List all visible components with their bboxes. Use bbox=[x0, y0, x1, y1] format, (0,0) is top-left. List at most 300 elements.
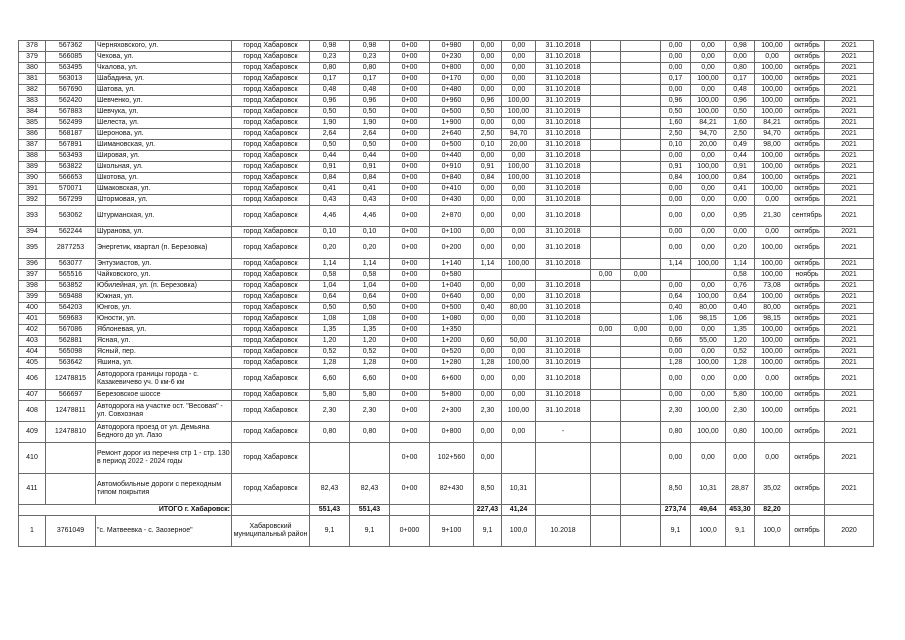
cell-year: 2021 bbox=[825, 85, 874, 96]
cell-deadline: 31.10.2018 bbox=[536, 238, 591, 259]
cell-plan-length bbox=[591, 227, 621, 238]
cell-km-end: 6+600 bbox=[430, 369, 474, 390]
cell-total-pct: 100,00 bbox=[755, 270, 790, 281]
cell-plan-length: 0,00 bbox=[591, 325, 621, 336]
cell-plan-pct bbox=[621, 443, 661, 474]
cell-km-end: 0+170 bbox=[430, 74, 474, 85]
cell-deadline: - bbox=[536, 422, 591, 443]
cell-row-number: 411 bbox=[19, 474, 46, 505]
cell-row-number: 407 bbox=[19, 390, 46, 401]
cell-row-number: 378 bbox=[19, 41, 46, 52]
cell-plan-length bbox=[591, 129, 621, 140]
cell-fact-length: 0,00 bbox=[661, 52, 691, 63]
cell-locality: город Хабаровск bbox=[232, 140, 310, 151]
cell-km-end: 0+440 bbox=[430, 151, 474, 162]
cell-locality: город Хабаровск bbox=[232, 162, 310, 173]
cell-repaired-pct: 100,00 bbox=[502, 96, 536, 107]
cell-plan-length bbox=[591, 63, 621, 74]
cell-length: 0,64 bbox=[310, 292, 350, 303]
cell-row-number: 404 bbox=[19, 347, 46, 358]
cell-plan-pct bbox=[621, 184, 661, 195]
cell-plan-pct bbox=[621, 140, 661, 151]
cell-road-id: 563493 bbox=[46, 151, 96, 162]
cell-month: октябрь bbox=[790, 401, 825, 422]
cell-year: 2021 bbox=[825, 173, 874, 184]
cell-year: 2021 bbox=[825, 227, 874, 238]
table-row bbox=[19, 184, 874, 195]
cell-road-name: Автомобильные дороги с переходным типом покрытия bbox=[96, 474, 232, 505]
cell-deadline: 31.10.2018 bbox=[536, 292, 591, 303]
cell-road-name: Яблоневая, ул. bbox=[96, 325, 232, 336]
cell-length: 0,50 bbox=[310, 303, 350, 314]
cell-deadline: 31.10.2018 bbox=[536, 195, 591, 206]
cell-fact-pct: 0,00 bbox=[691, 369, 726, 390]
cell-km-start: 0+00 bbox=[390, 206, 430, 227]
cell-plan-pct bbox=[621, 107, 661, 118]
cell-km-start: 0+00 bbox=[390, 184, 430, 195]
cell-road-name: Ясный, пер. bbox=[96, 347, 232, 358]
cell-row-number: 397 bbox=[19, 270, 46, 281]
cell-road-name: Чкалова, ул. bbox=[96, 63, 232, 74]
total-row bbox=[19, 505, 874, 516]
cell-fact-pct: 0,00 bbox=[691, 52, 726, 63]
cell-plan-pct bbox=[621, 129, 661, 140]
cell-total-length: 0,96 bbox=[726, 96, 755, 107]
cell-locality: город Хабаровск bbox=[232, 129, 310, 140]
cell-plan-pct bbox=[621, 151, 661, 162]
cell-locality: город Хабаровск bbox=[232, 74, 310, 85]
cell-repaired-pct: 0,00 bbox=[502, 118, 536, 129]
cell-repaired-length: 0,00 bbox=[474, 74, 502, 85]
cell-locality: город Хабаровск bbox=[232, 206, 310, 227]
cell-fact-pct: 0,00 bbox=[691, 325, 726, 336]
cell-length-2: 2,64 bbox=[350, 129, 390, 140]
cell-fact-pct: 0,00 bbox=[691, 281, 726, 292]
cell-length: 1,08 bbox=[310, 314, 350, 325]
table-row bbox=[19, 443, 874, 474]
cell-plan-length bbox=[591, 85, 621, 96]
cell-road-name: Энергетик, квартал (п. Березовка) bbox=[96, 238, 232, 259]
cell-year: 2021 bbox=[825, 422, 874, 443]
cell-repaired-length: 0,00 bbox=[474, 281, 502, 292]
cell-km-start: 0+00 bbox=[390, 270, 430, 281]
cell-total-length: 0,44 bbox=[726, 151, 755, 162]
cell-year: 2021 bbox=[825, 325, 874, 336]
cell-deadline bbox=[536, 325, 591, 336]
cell-deadline: 31.10.2018 bbox=[536, 63, 591, 74]
cell-length-2: 82,43 bbox=[350, 474, 390, 505]
cell-fact-length: 9,1 bbox=[661, 516, 691, 547]
cell-fact-pct: 0,00 bbox=[691, 390, 726, 401]
cell-repaired-pct bbox=[502, 443, 536, 474]
cell-month: октябрь bbox=[790, 96, 825, 107]
cell-repaired-pct: 20,00 bbox=[502, 140, 536, 151]
cell-total-length: 0,76 bbox=[726, 281, 755, 292]
table-row bbox=[19, 292, 874, 303]
cell-road-name: Яшина, ул. bbox=[96, 358, 232, 369]
cell-length-2: 0,44 bbox=[350, 151, 390, 162]
cell-year: 2021 bbox=[825, 162, 874, 173]
cell-deadline: 31.10.2018 bbox=[536, 281, 591, 292]
cell-km-start: 0+00 bbox=[390, 41, 430, 52]
cell-total-pct: 100,00 bbox=[755, 96, 790, 107]
cell-total-pct: 21,30 bbox=[755, 206, 790, 227]
cell-repaired-length: 0,00 bbox=[474, 206, 502, 227]
cell-row-number: 381 bbox=[19, 74, 46, 85]
cell-road-id: 563013 bbox=[46, 74, 96, 85]
cell-road-name: Автодорога проезд от ул. Демьяна Бедного до ул. Лазо bbox=[96, 422, 232, 443]
cell-km-end: 1+080 bbox=[430, 314, 474, 325]
cell-road-id: 562244 bbox=[46, 227, 96, 238]
cell-road-id: 568187 bbox=[46, 129, 96, 140]
cell-road-id: 3761049 bbox=[46, 516, 96, 547]
cell-repaired-length: 0,00 bbox=[474, 314, 502, 325]
cell-locality: город Хабаровск bbox=[232, 270, 310, 281]
cell-length bbox=[310, 443, 350, 474]
cell-length: 0,23 bbox=[310, 52, 350, 63]
cell-plan-length bbox=[591, 52, 621, 63]
cell-total-pct: 100,00 bbox=[755, 184, 790, 195]
cell-road-name: Юбилейная, ул. (п. Березовка) bbox=[96, 281, 232, 292]
cell-deadline: 31.10.2018 bbox=[536, 184, 591, 195]
cell-row-number: 396 bbox=[19, 259, 46, 270]
table-body bbox=[19, 41, 874, 547]
cell-repaired-length: 0,00 bbox=[474, 238, 502, 259]
cell-road-id: 563642 bbox=[46, 358, 96, 369]
cell-km-start: 0+00 bbox=[390, 325, 430, 336]
cell-deadline bbox=[536, 270, 591, 281]
cell-locality: город Хабаровск bbox=[232, 173, 310, 184]
cell-deadline: 31.10.2018 bbox=[536, 85, 591, 96]
cell-row-number: 410 bbox=[19, 443, 46, 474]
cell-length: 0,96 bbox=[310, 96, 350, 107]
cell-total-pct: 100,00 bbox=[755, 336, 790, 347]
cell-length-2: 0,48 bbox=[350, 85, 390, 96]
cell-fact-length bbox=[661, 270, 691, 281]
total-cell-repaired-length: 227,43 bbox=[474, 505, 502, 516]
cell-row-number: 392 bbox=[19, 195, 46, 206]
cell-length-2 bbox=[350, 443, 390, 474]
cell-km-start: 0+00 bbox=[390, 358, 430, 369]
cell-road-id: 562881 bbox=[46, 336, 96, 347]
cell-plan-pct bbox=[621, 96, 661, 107]
cell-plan-pct bbox=[621, 195, 661, 206]
cell-deadline: 31.10.2018 bbox=[536, 118, 591, 129]
cell-repaired-length: 0,10 bbox=[474, 140, 502, 151]
cell-month: октябрь bbox=[790, 195, 825, 206]
cell-locality: город Хабаровск bbox=[232, 85, 310, 96]
cell-road-id: 570071 bbox=[46, 184, 96, 195]
cell-fact-pct: 100,00 bbox=[691, 259, 726, 270]
cell-row-number: 408 bbox=[19, 401, 46, 422]
cell-fact-pct: 0,00 bbox=[691, 347, 726, 358]
cell-km-end: 0+500 bbox=[430, 303, 474, 314]
table-row bbox=[19, 63, 874, 74]
cell-month: октябрь bbox=[790, 516, 825, 547]
cell-km-end: 1+900 bbox=[430, 118, 474, 129]
cell-total-pct: 100,00 bbox=[755, 401, 790, 422]
cell-km-end: 0+910 bbox=[430, 162, 474, 173]
cell-total-pct: 100,00 bbox=[755, 151, 790, 162]
cell-total-pct: 0,00 bbox=[755, 195, 790, 206]
cell-plan-length bbox=[591, 184, 621, 195]
cell-total-length: 0,52 bbox=[726, 347, 755, 358]
cell-road-id: 567299 bbox=[46, 195, 96, 206]
cell-plan-pct bbox=[621, 41, 661, 52]
cell-road-id: 565098 bbox=[46, 347, 96, 358]
cell-deadline: 31.10.2018 bbox=[536, 336, 591, 347]
cell-repaired-length: 0,96 bbox=[474, 96, 502, 107]
total-cell-month bbox=[790, 505, 825, 516]
cell-length-2: 4,46 bbox=[350, 206, 390, 227]
table-row bbox=[19, 107, 874, 118]
cell-fact-length: 8,50 bbox=[661, 474, 691, 505]
cell-km-start: 0+00 bbox=[390, 238, 430, 259]
table-row bbox=[19, 369, 874, 390]
cell-length-2: 0,80 bbox=[350, 63, 390, 74]
cell-road-name: Шуранова, ул. bbox=[96, 227, 232, 238]
cell-repaired-length: 0,00 bbox=[474, 369, 502, 390]
cell-km-start: 0+00 bbox=[390, 96, 430, 107]
table-row bbox=[19, 281, 874, 292]
table-row bbox=[19, 390, 874, 401]
cell-month: октябрь bbox=[790, 227, 825, 238]
cell-length-2: 1,35 bbox=[350, 325, 390, 336]
cell-fact-pct: 100,00 bbox=[691, 162, 726, 173]
cell-km-end: 1+140 bbox=[430, 259, 474, 270]
cell-plan-length bbox=[591, 206, 621, 227]
cell-row-number: 391 bbox=[19, 184, 46, 195]
cell-plan-pct bbox=[621, 74, 661, 85]
cell-fact-pct: 0,00 bbox=[691, 63, 726, 74]
cell-repaired-pct: 0,00 bbox=[502, 195, 536, 206]
cell-road-id: 566653 bbox=[46, 173, 96, 184]
cell-km-end: 0+800 bbox=[430, 422, 474, 443]
cell-plan-pct bbox=[621, 474, 661, 505]
cell-row-number: 400 bbox=[19, 303, 46, 314]
cell-repaired-pct: 0,00 bbox=[502, 314, 536, 325]
cell-road-id: 567883 bbox=[46, 107, 96, 118]
cell-year: 2021 bbox=[825, 96, 874, 107]
cell-fact-length: 0,91 bbox=[661, 162, 691, 173]
cell-km-end: 0+960 bbox=[430, 96, 474, 107]
cell-row-number: 388 bbox=[19, 151, 46, 162]
cell-year: 2021 bbox=[825, 347, 874, 358]
cell-length: 1,35 bbox=[310, 325, 350, 336]
cell-km-start: 0+00 bbox=[390, 162, 430, 173]
cell-repaired-length: 0,00 bbox=[474, 184, 502, 195]
cell-total-pct: 100,00 bbox=[755, 358, 790, 369]
cell-row-number: 401 bbox=[19, 314, 46, 325]
cell-road-id: 563077 bbox=[46, 259, 96, 270]
cell-km-end: 2+300 bbox=[430, 401, 474, 422]
cell-locality: город Хабаровск bbox=[232, 390, 310, 401]
cell-locality: город Хабаровск bbox=[232, 107, 310, 118]
cell-km-end: 2+640 bbox=[430, 129, 474, 140]
cell-repaired-pct: 100,00 bbox=[502, 358, 536, 369]
cell-total-length: 2,50 bbox=[726, 129, 755, 140]
table-row bbox=[19, 118, 874, 129]
cell-length-2: 9,1 bbox=[350, 516, 390, 547]
table-row bbox=[19, 140, 874, 151]
cell-length-2: 0,52 bbox=[350, 347, 390, 358]
cell-km-start: 0+00 bbox=[390, 140, 430, 151]
cell-deadline: 31.10.2018 bbox=[536, 129, 591, 140]
cell-locality: город Хабаровск bbox=[232, 347, 310, 358]
cell-length: 82,43 bbox=[310, 474, 350, 505]
cell-repaired-pct: 0,00 bbox=[502, 52, 536, 63]
cell-repaired-length: 9,1 bbox=[474, 516, 502, 547]
cell-fact-length: 0,00 bbox=[661, 227, 691, 238]
cell-total-length: 0,58 bbox=[726, 270, 755, 281]
cell-year: 2021 bbox=[825, 52, 874, 63]
cell-km-start: 0+00 bbox=[390, 85, 430, 96]
cell-length: 0,91 bbox=[310, 162, 350, 173]
cell-year: 2021 bbox=[825, 140, 874, 151]
cell-total-pct: 100,00 bbox=[755, 325, 790, 336]
cell-locality: город Хабаровск bbox=[232, 303, 310, 314]
cell-fact-length: 0,40 bbox=[661, 303, 691, 314]
cell-road-id: 569683 bbox=[46, 314, 96, 325]
cell-plan-pct bbox=[621, 336, 661, 347]
cell-km-end: 0+230 bbox=[430, 52, 474, 63]
cell-total-length: 0,00 bbox=[726, 195, 755, 206]
cell-deadline bbox=[536, 443, 591, 474]
cell-year: 2021 bbox=[825, 129, 874, 140]
cell-repaired-pct bbox=[502, 325, 536, 336]
cell-km-end: 0+520 bbox=[430, 347, 474, 358]
cell-length: 0,58 bbox=[310, 270, 350, 281]
table-row bbox=[19, 162, 874, 173]
cell-road-name: Шелеста, ул. bbox=[96, 118, 232, 129]
cell-fact-pct: 94,70 bbox=[691, 129, 726, 140]
cell-road-name: Березовское шоссе bbox=[96, 390, 232, 401]
cell-length-2: 6,60 bbox=[350, 369, 390, 390]
cell-length-2: 0,84 bbox=[350, 173, 390, 184]
cell-deadline: 31.10.2018 bbox=[536, 52, 591, 63]
cell-road-id: 563062 bbox=[46, 206, 96, 227]
cell-fact-pct: 0,00 bbox=[691, 443, 726, 474]
cell-km-start: 0+00 bbox=[390, 369, 430, 390]
cell-repaired-pct: 0,00 bbox=[502, 347, 536, 358]
cell-row-number: 406 bbox=[19, 369, 46, 390]
total-cell-fact-length: 273,74 bbox=[661, 505, 691, 516]
cell-total-pct: 0,00 bbox=[755, 227, 790, 238]
cell-length: 0,10 bbox=[310, 227, 350, 238]
cell-locality: город Хабаровск bbox=[232, 96, 310, 107]
cell-km-start: 0+00 bbox=[390, 259, 430, 270]
cell-total-length: 0,49 bbox=[726, 140, 755, 151]
cell-fact-pct: 10,31 bbox=[691, 474, 726, 505]
table-row bbox=[19, 325, 874, 336]
table-row bbox=[19, 74, 874, 85]
cell-repaired-pct: 10,31 bbox=[502, 474, 536, 505]
cell-length-2: 0,10 bbox=[350, 227, 390, 238]
cell-plan-length bbox=[591, 162, 621, 173]
cell-km-start: 0+00 bbox=[390, 107, 430, 118]
cell-plan-length bbox=[591, 401, 621, 422]
cell-fact-pct: 100,00 bbox=[691, 173, 726, 184]
cell-locality: город Хабаровск bbox=[232, 118, 310, 129]
cell-plan-pct bbox=[621, 259, 661, 270]
cell-km-start: 0+00 bbox=[390, 303, 430, 314]
cell-road-name: Автодорога границы города - с. Казакевичево уч. 0 км-6 км bbox=[96, 369, 232, 390]
cell-repaired-pct: 0,00 bbox=[502, 227, 536, 238]
cell-total-pct: 0,00 bbox=[755, 52, 790, 63]
table-row bbox=[19, 259, 874, 270]
cell-road-id bbox=[46, 443, 96, 474]
cell-plan-pct bbox=[621, 206, 661, 227]
cell-km-end: 0+500 bbox=[430, 107, 474, 118]
cell-length-2: 0,20 bbox=[350, 238, 390, 259]
cell-length-2: 0,23 bbox=[350, 52, 390, 63]
cell-length-2: 1,04 bbox=[350, 281, 390, 292]
cell-fact-length: 0,00 bbox=[661, 184, 691, 195]
cell-month: октябрь bbox=[790, 41, 825, 52]
cell-fact-length: 0,50 bbox=[661, 107, 691, 118]
cell-fact-pct bbox=[691, 270, 726, 281]
cell-deadline: 31.10.2019 bbox=[536, 107, 591, 118]
cell-road-id: 567086 bbox=[46, 325, 96, 336]
cell-repaired-pct: 94,70 bbox=[502, 129, 536, 140]
cell-fact-length: 0,00 bbox=[661, 281, 691, 292]
cell-plan-length bbox=[591, 74, 621, 85]
cell-plan-length bbox=[591, 281, 621, 292]
cell-total-length: 0,64 bbox=[726, 292, 755, 303]
cell-length: 0,41 bbox=[310, 184, 350, 195]
cell-fact-length: 0,80 bbox=[661, 422, 691, 443]
cell-month: сентябрь bbox=[790, 206, 825, 227]
table-row bbox=[19, 173, 874, 184]
cell-fact-pct: 98,15 bbox=[691, 314, 726, 325]
cell-locality: город Хабаровск bbox=[232, 41, 310, 52]
cell-row-number: 402 bbox=[19, 325, 46, 336]
cell-fact-length: 0,00 bbox=[661, 238, 691, 259]
cell-fact-pct: 100,00 bbox=[691, 401, 726, 422]
cell-fact-pct: 0,00 bbox=[691, 184, 726, 195]
cell-total-length: 0,80 bbox=[726, 63, 755, 74]
cell-km-start: 0+00 bbox=[390, 151, 430, 162]
cell-month: октябрь bbox=[790, 118, 825, 129]
cell-road-id: 562499 bbox=[46, 118, 96, 129]
table-row bbox=[19, 227, 874, 238]
cell-repaired-length: 0,00 bbox=[474, 52, 502, 63]
cell-deadline: 31.10.2018 bbox=[536, 259, 591, 270]
cell-length: 0,50 bbox=[310, 140, 350, 151]
cell-road-name: Школьная, ул. bbox=[96, 162, 232, 173]
cell-repaired-length: 8,50 bbox=[474, 474, 502, 505]
cell-month: ноябрь bbox=[790, 270, 825, 281]
cell-length-2: 5,80 bbox=[350, 390, 390, 401]
cell-total-length: 0,40 bbox=[726, 303, 755, 314]
cell-row-number: 389 bbox=[19, 162, 46, 173]
cell-month: октябрь bbox=[790, 303, 825, 314]
cell-length: 6,60 bbox=[310, 369, 350, 390]
cell-total-pct: 98,00 bbox=[755, 140, 790, 151]
cell-fact-length: 1,60 bbox=[661, 118, 691, 129]
cell-length: 1,04 bbox=[310, 281, 350, 292]
cell-total-length: 0,50 bbox=[726, 107, 755, 118]
cell-deadline: 31.10.2018 bbox=[536, 401, 591, 422]
cell-plan-pct bbox=[621, 85, 661, 96]
cell-deadline: 31.10.2018 bbox=[536, 390, 591, 401]
cell-total-length: 0,00 bbox=[726, 52, 755, 63]
cell-length: 0,43 bbox=[310, 195, 350, 206]
cell-km-end: 1+040 bbox=[430, 281, 474, 292]
cell-total-pct: 100,00 bbox=[755, 422, 790, 443]
cell-fact-pct: 0,00 bbox=[691, 85, 726, 96]
cell-plan-pct bbox=[621, 303, 661, 314]
